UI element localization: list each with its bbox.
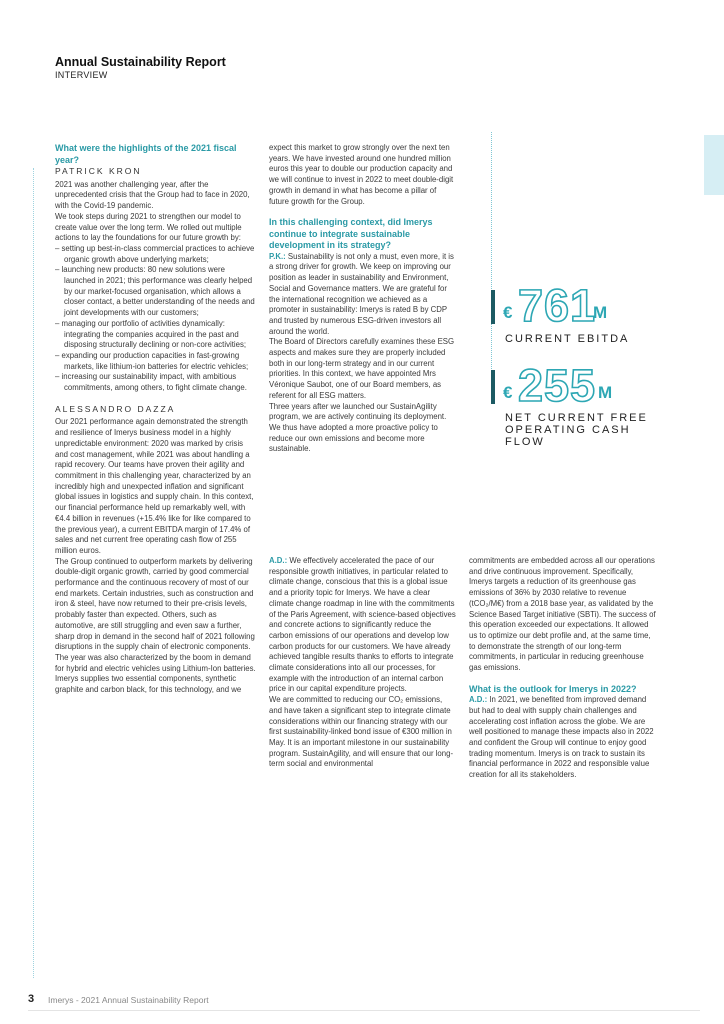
section-label: INTERVIEW (55, 70, 108, 80)
kpi-value: 255 (518, 360, 597, 411)
question-outlook: What is the outlook for Imerys in 2022? (469, 683, 637, 694)
column-2 (269, 143, 456, 455)
side-tab (704, 135, 724, 195)
paragraph: We are committed to reducing our CO₂ emissions, and have taken a significant step to integrate climate considerations within our financing strategy with our first sustainability-linked bond issue of €300 million in May. It is an important milestone in our sustainability program. SustainAgility, and will ensure that our long-term social and environmental (269, 695, 454, 769)
kpi-accent-bar (491, 370, 495, 404)
paragraph: P.K.: Sustainability is not only a must, even more, it is a strong driver for growth. We keep on improving our position as leader in sustainability and Environment, Social and Governance matters. We are grateful for the international recognition we achieved as a promoter in sustainability: Imerys is rated B by CDP and trusted by numerous ESG-driven investors all around the world. (269, 251, 454, 336)
footer-divider (28, 1010, 700, 1011)
column-1 (55, 143, 257, 696)
bullet-item: – setting up best-in-class commercial practices to achieve organic growth above underlying markets; (55, 243, 255, 264)
kpi-currency: € (503, 303, 513, 322)
speaker-initials: P.K.: (269, 251, 286, 261)
kpi-label: CURRENT EBITDA (505, 333, 630, 345)
speaker-patrick-kron: PATRICK KRON (55, 166, 142, 176)
kpi-unit: M (593, 303, 608, 322)
kpi-currency: € (503, 383, 513, 402)
page-number: 3 (28, 993, 35, 1005)
paragraph: expect this market to grow strongly over the next ten years. We have invested around one hundred million euros this year to double our production capacity and we will continue to invest in 2022 to meet double-digit growth in demand in what has become a pillar of future growth for the Group. (269, 143, 454, 206)
question-highlights: What were the highlights of the 2021 fiscal year? (55, 143, 237, 165)
speaker-alessandro-dazza: ALESSANDRO DAZZA (55, 403, 176, 414)
paragraph: Our 2021 performance again demonstrated the strength and resilience of Imerys business model in a highly unpredictable environment: 2020 was marked by crisis and cost management, while 2021 was about handling a rapid recovery. Our teams have proven their agility and commitment in this challenging year, characterized by an incredibly high and unexpected inflation and significant global issues in logistics and supply chain. In this context, our financial performance held up remarkably well, with €4.4 billion in revenues (+15.4% like for like compared to the previous year), a current EBITDA margin of 17.4% of sales and net current free operating cash flow of 255 million euros. (55, 417, 254, 555)
paragraph: commitments are embedded across all our operations and drive continuous improvement. Specifically, Imerys targets a reduction of its greenhouse gas emissions of 36% by 2030 relative to revenue (tCO₂/M€) from a 2018 base year, as validated by the Science Based Target initiative (SBTi). The success of this operation exceeded our expectations. It allowed us to optimize our debt profile and, at the same time, to demonstrate the strength of our long-term commitments, in particular in reducing greenhouse gas emissions. (469, 556, 656, 673)
paragraph: We took steps during 2021 to strengthen our model to create value over the long term. We rolled out multiple actions to lay the foundations for our future growth by: (55, 211, 242, 243)
bullet-item: – launching new products: 80 new solutions were launched in 2021; this performance was clearly helped by our market-focused organisation, which allows a closer contact, a better understanding of the needs and joint developments with our customers; (55, 265, 255, 318)
paragraph: The Board of Directors carefully examines these ESG aspects and makes sure they are properly included both in our long-term strategy and in our current priorities. In this context, we have appointed Mrs Véronique Saubot, one of our Board members, as referent for all ESG matters. (269, 337, 455, 400)
kpi-accent-bar (491, 290, 495, 324)
column-2-bottom (269, 556, 456, 770)
paragraph: A.D.: We effectively accelerated the pace of our responsible growth initiatives, in particular related to climate change, conscious that this is a global issue and a priority topic for Imerys. We have a clear climate change roadmap in line with the commitments of the Paris Agreement, with science-based objectives and concrete actions to significantly reduce the carbon emissions of our operations and develop low carbon products for our customers. We have already achieved tangible results thanks to efforts to integrate climate considerations into all our processes, for example with the introduction of an internal carbon price in our capital expenditure projects. (269, 556, 456, 694)
paragraph: The Group continued to outperform markets by delivering double-digit organic growth, carried by good commercial performance and the continuous recovery of most of our end markets. Certain industries, such as construction and iron & steel, have now returned to their pre-crisis levels, probably faster than expected. Others, such as automotive, are still struggling and even saw a further, sharp drop in demand in the second half of 2021 following disruptions in the supply chain of electronic components. The year was also characterized by the boom in demand for hybrid and electric vehicles using Lithium-Ion batteries. Imerys supplies two essential components, synthetic graphite and carbon black, for this technology, and we (55, 556, 256, 695)
left-dotted-rule (33, 168, 34, 978)
paragraph: 2021 was another challenging year, after the unprecedented crisis that the Group had to face in 2020, with the Covid-19 pandemic. (55, 179, 250, 211)
bullet-item: – increasing our sustainability impact, with ambitious commitments, among others, to fight climate change. (55, 372, 247, 393)
kpi-value: 761 (518, 280, 597, 331)
kpi-label: NET CURRENT FREE OPERATING CASH FLOW (505, 412, 648, 448)
kpi-dotted-rule (491, 132, 492, 397)
speaker-initials: A.D.: (469, 695, 488, 705)
paragraph: Three years after we launched our SustainAgility program, we are actively continuing its deployment. We thus have adopted a more proactive policy to reduce our own emissions and become more sustainable. (269, 401, 447, 454)
paragraph: A.D.: In 2021, we benefited from improved demand but had to deal with supply chain challenges and accelerating cost inflation across the globe. We are well positioned to manage these impacts also in 2022 and confident the Group will continue to enjoy good trading momentum. Imerys is on track to sustain its financial performance in 2022 and responsible value creation for all its stakeholders. (469, 695, 654, 780)
kpi-unit: M (598, 383, 613, 402)
footer-text: Imerys - 2021 Annual Sustainability Report (48, 995, 209, 1005)
bullet-item: – expanding our production capacities in fast-growing markets, like lithium-ion batteries for electric vehicles; (55, 350, 249, 371)
column-3 (469, 556, 656, 781)
report-title: Annual Sustainability Report (55, 55, 226, 69)
speaker-initials: A.D.: (269, 556, 288, 565)
question-sustainability: In this challenging context, did Imerys continue to integrate sustainable development in its strategy? (269, 217, 433, 251)
bullet-item: – managing our portfolio of activities dynamically: integrating the companies acquired in the past and disposing structurally declining or non-core activities; (55, 318, 247, 350)
